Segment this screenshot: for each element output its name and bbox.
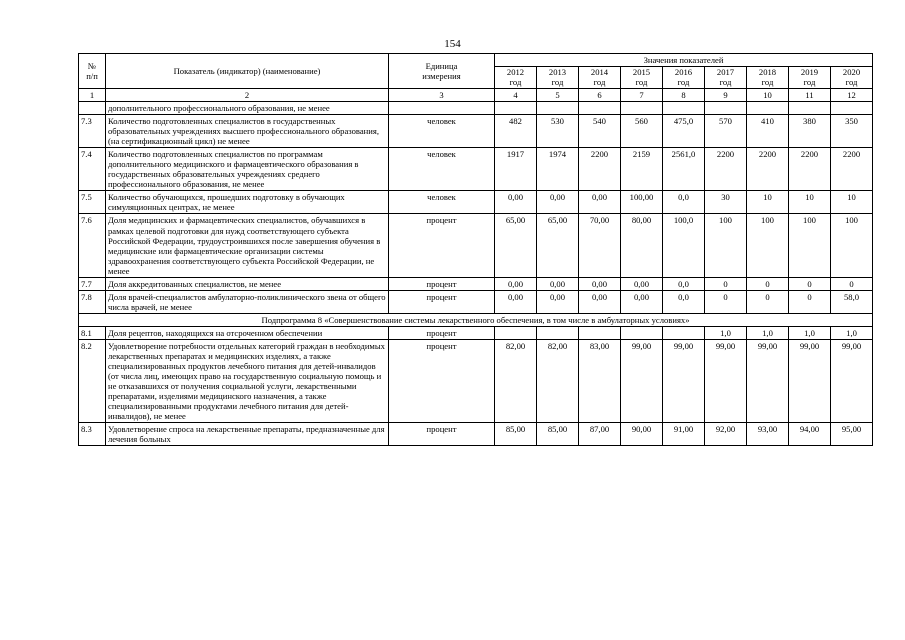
header-year: 2018 год (747, 67, 789, 89)
value-cell: 1974 (537, 148, 579, 191)
subprogram-heading-row (79, 313, 873, 326)
unit-cell: процент (389, 423, 495, 446)
header-year: 2017 год (705, 67, 747, 89)
header-num: № п/п (79, 54, 106, 89)
value-cell: 1917 (495, 148, 537, 191)
column-number: 8 (663, 88, 705, 101)
value-cell (789, 102, 831, 115)
value-cell: 2159 (621, 148, 663, 191)
column-number: 1 (79, 88, 106, 101)
header-values-group: Значения показателей (495, 54, 873, 67)
unit-cell: человек (389, 115, 495, 148)
value-cell: 0,00 (495, 277, 537, 290)
subprogram-title: Подпрограмма 8 «Совершенствование системы лекарственного обеспечения, в том числе в амбулаторных условиях» (79, 313, 873, 326)
value-cell: 100,00 (621, 191, 663, 214)
indicator-name: Удовлетворение потребности отдельных категорий граждан в необходимых лекарственных препаратах и медицинских изделиях, а также специализированных продуктов лечебного питания для детей-инвалидов (от числа лиц, имеющих право на государственную социальную помощь и не отказавшихся от получения социальной услуги, лекарственными препаратами, изделиями медицинского назначения, а также специализированными продуктами лечебного питания для детей-инвалидов), не менее (106, 339, 389, 422)
header-row-1 (79, 54, 873, 67)
row-number: 8.2 (79, 339, 106, 422)
value-cell: 0,00 (579, 191, 621, 214)
row-number: 7.8 (79, 290, 106, 313)
table-row (79, 326, 873, 339)
table-row (79, 339, 873, 422)
value-cell: 0 (789, 290, 831, 313)
value-cell: 0 (831, 277, 873, 290)
column-number: 11 (789, 88, 831, 101)
value-cell (831, 102, 873, 115)
table-body-section-8 (79, 326, 873, 446)
header-year: 2015 год (621, 67, 663, 89)
indicator-name: Удовлетворение спроса на лекарственные препараты, предназначенные для лечения больных (106, 423, 389, 446)
value-cell (747, 102, 789, 115)
unit-cell (389, 102, 495, 115)
value-cell: 99,00 (705, 339, 747, 422)
row-number: 7.3 (79, 115, 106, 148)
header-year: 2013 год (537, 67, 579, 89)
column-number: 4 (495, 88, 537, 101)
value-cell: 99,00 (747, 339, 789, 422)
indicator-name: Количество подготовленных специалистов по программам дополнительного медицинского и фармацевтического образования в государственных образовательных учреждениях среднего профессионального образования, не менее (106, 148, 389, 191)
indicator-name: дополнительного профессионального образования, не менее (106, 102, 389, 115)
indicator-name: Доля рецептов, находящихся на отсроченном обеспечении (106, 326, 389, 339)
value-cell: 2200 (831, 148, 873, 191)
value-cell: 0 (747, 277, 789, 290)
value-cell: 100 (747, 214, 789, 277)
value-cell: 1,0 (789, 326, 831, 339)
row-number: 7.4 (79, 148, 106, 191)
value-cell (579, 326, 621, 339)
table-row (79, 148, 873, 191)
value-cell (621, 102, 663, 115)
column-number: 3 (389, 88, 495, 101)
value-cell: 560 (621, 115, 663, 148)
value-cell: 92,00 (705, 423, 747, 446)
value-cell: 0 (705, 277, 747, 290)
subprogram-heading-section (79, 313, 873, 326)
table-row (79, 191, 873, 214)
value-cell: 10 (747, 191, 789, 214)
value-cell: 83,00 (579, 339, 621, 422)
value-cell: 58,0 (831, 290, 873, 313)
value-cell (663, 102, 705, 115)
column-number: 10 (747, 88, 789, 101)
value-cell: 100 (831, 214, 873, 277)
value-cell (621, 326, 663, 339)
table-body-section-7 (79, 102, 873, 314)
value-cell: 2200 (789, 148, 831, 191)
indicator-name: Доля аккредитованных специалистов, не менее (106, 277, 389, 290)
column-number: 12 (831, 88, 873, 101)
header-year: 2014 год (579, 67, 621, 89)
value-cell: 0,0 (663, 290, 705, 313)
value-cell: 0,0 (663, 277, 705, 290)
unit-cell: процент (389, 326, 495, 339)
unit-cell: процент (389, 277, 495, 290)
value-cell: 570 (705, 115, 747, 148)
unit-cell: процент (389, 290, 495, 313)
value-cell: 2200 (705, 148, 747, 191)
value-cell: 475,0 (663, 115, 705, 148)
column-number: 5 (537, 88, 579, 101)
header-year: 2020 год (831, 67, 873, 89)
column-number: 9 (705, 88, 747, 101)
value-cell: 1,0 (705, 326, 747, 339)
row-number: 8.3 (79, 423, 106, 446)
indicator-name: Доля медицинских и фармацевтических специалистов, обучавшихся в рамках целевой подготовки для нужд соответствующего субъекта Российской Федерации, трудоустроившихся после завершения обучения в медицинские или фармацевтические организации системы здравоохранения соответствующего субъекта Российской Федерации, не менее (106, 214, 389, 277)
value-cell: 0,00 (621, 277, 663, 290)
value-cell: 0,0 (663, 191, 705, 214)
value-cell: 99,00 (831, 339, 873, 422)
value-cell: 10 (831, 191, 873, 214)
unit-cell: человек (389, 148, 495, 191)
value-cell: 93,00 (747, 423, 789, 446)
value-cell (537, 326, 579, 339)
indicator-name: Количество подготовленных специалистов в государственных образовательных учреждениях высшего профессионального образования, (на сертификационный цикл) не менее (106, 115, 389, 148)
indicator-name: Количество обучающихся, прошедших подготовку в обучающих симуляционных центрах, не менее (106, 191, 389, 214)
table-row (79, 102, 873, 115)
value-cell: 100 (705, 214, 747, 277)
table-row (79, 115, 873, 148)
value-cell: 0,00 (579, 290, 621, 313)
unit-cell: процент (389, 214, 495, 277)
table-row (79, 214, 873, 277)
value-cell: 94,00 (789, 423, 831, 446)
row-number: 7.6 (79, 214, 106, 277)
value-cell: 0,00 (579, 277, 621, 290)
row-number: 8.1 (79, 326, 106, 339)
value-cell: 0 (705, 290, 747, 313)
header-year: 2012 год (495, 67, 537, 89)
value-cell: 540 (579, 115, 621, 148)
value-cell (705, 102, 747, 115)
value-cell (579, 102, 621, 115)
value-cell: 2561,0 (663, 148, 705, 191)
value-cell: 87,00 (579, 423, 621, 446)
value-cell: 80,00 (621, 214, 663, 277)
value-cell: 65,00 (537, 214, 579, 277)
value-cell: 0,00 (495, 191, 537, 214)
value-cell: 65,00 (495, 214, 537, 277)
value-cell: 1,0 (747, 326, 789, 339)
value-cell (537, 102, 579, 115)
value-cell: 2200 (747, 148, 789, 191)
value-cell: 0 (747, 290, 789, 313)
indicator-name: Доля врачей-специалистов амбулаторно-поликлинического звена от общего числа врачей, не менее (106, 290, 389, 313)
value-cell: 0,00 (537, 191, 579, 214)
value-cell: 380 (789, 115, 831, 148)
value-cell: 95,00 (831, 423, 873, 446)
value-cell: 1,0 (831, 326, 873, 339)
value-cell: 85,00 (537, 423, 579, 446)
value-cell: 0 (789, 277, 831, 290)
value-cell: 90,00 (621, 423, 663, 446)
value-cell: 100,0 (663, 214, 705, 277)
value-cell: 10 (789, 191, 831, 214)
value-cell: 0,00 (537, 277, 579, 290)
row-number: 7.5 (79, 191, 106, 214)
indicators-table (78, 53, 873, 446)
column-number: 2 (106, 88, 389, 101)
value-cell: 30 (705, 191, 747, 214)
value-cell: 99,00 (663, 339, 705, 422)
header-indicator: Показатель (индикатор) (наименование) (106, 54, 389, 89)
value-cell (495, 326, 537, 339)
value-cell: 482 (495, 115, 537, 148)
value-cell: 82,00 (495, 339, 537, 422)
header-year: 2019 год (789, 67, 831, 89)
header-year: 2016 год (663, 67, 705, 89)
column-number-row (79, 88, 873, 101)
value-cell (495, 102, 537, 115)
table-row (79, 277, 873, 290)
unit-cell: процент (389, 339, 495, 422)
value-cell (663, 326, 705, 339)
row-number: 7.7 (79, 277, 106, 290)
page-number: 154 (444, 38, 461, 50)
value-cell: 530 (537, 115, 579, 148)
header-unit: Единица измерения (389, 54, 495, 89)
value-cell: 100 (789, 214, 831, 277)
column-number: 6 (579, 88, 621, 101)
unit-cell: человек (389, 191, 495, 214)
value-cell: 2200 (579, 148, 621, 191)
table-row (79, 290, 873, 313)
table-row (79, 423, 873, 446)
value-cell: 70,00 (579, 214, 621, 277)
value-cell: 0,00 (537, 290, 579, 313)
value-cell: 82,00 (537, 339, 579, 422)
value-cell: 99,00 (789, 339, 831, 422)
value-cell: 350 (831, 115, 873, 148)
column-number: 7 (621, 88, 663, 101)
value-cell: 91,00 (663, 423, 705, 446)
value-cell: 410 (747, 115, 789, 148)
value-cell: 0,00 (495, 290, 537, 313)
row-number (79, 102, 106, 115)
value-cell: 85,00 (495, 423, 537, 446)
value-cell: 0,00 (621, 290, 663, 313)
value-cell: 99,00 (621, 339, 663, 422)
